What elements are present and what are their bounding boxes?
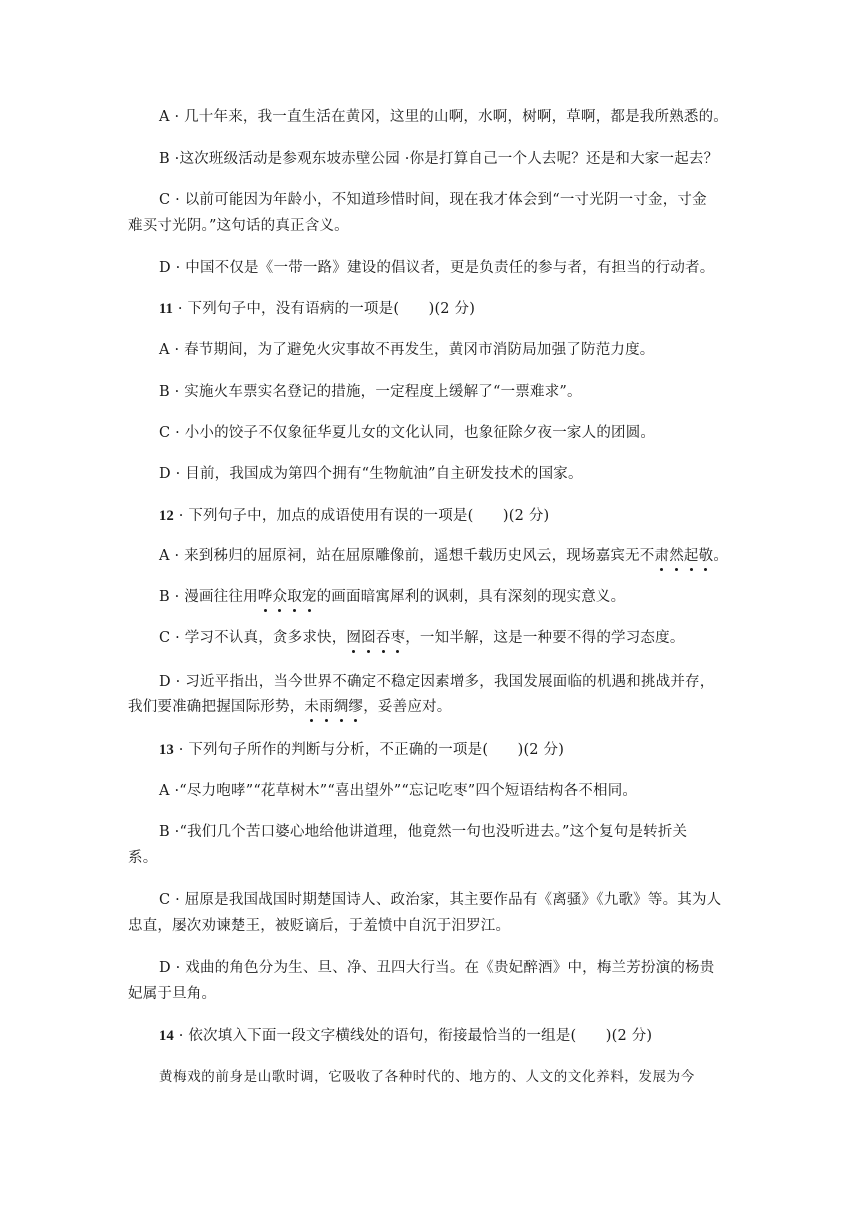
question-number: 12 [159,508,174,524]
dotted-char: 众 [272,589,288,605]
option-text: ，妥善应对。 [363,699,452,715]
dotted-char: 敬 [698,548,714,564]
reading-passage: 黄梅戏的前身是山歌时调，它吸收了各种时代的、地方的、人文的文化养料，发展为今 [159,1069,695,1085]
question-stem: · 下列句子所作的判断与分析，不正确的一项是( )(2 分) [173,742,565,758]
dotted-char: 起 [683,548,699,564]
dotted-char: 取 [287,589,302,605]
question-stem: · 下列句子中，加点的成语使用有误的一项是( )(2 分) [173,508,550,524]
option-text: 的画面暗寓犀利的讽刺，具有深刻的现实意义。 [316,589,626,605]
q12-option-d-continued [128,697,708,717]
q13-option-d-continued: 妃属于旦角。 [128,986,217,1002]
option-text: ，一知半解，这是一种要不得的学习态度。 [405,630,685,646]
question-number: 14 [159,1028,174,1044]
q11-option-a: A · 春节期间，为了避免火灾事故不再发生，黄冈市消防局加强了防范力度。 [159,342,655,358]
q11-option-d: D · 目前，我国成为第四个拥有“生物航油”自主研发技术的国家。 [159,466,583,482]
q12-option-d: D · 习近平指出，当今世界不确定不稳定因素增多，我国发展面临的机遇和挑战并存， [159,674,715,690]
option-a-text: A · 几十年来，我一直生活在黄冈，这里的山啊，水啊，树啊，草啊，都是我所熟悉的。 [159,109,728,125]
dotted-char: 肃 [654,548,670,564]
question-11 [159,299,739,319]
dotted-idiom [655,546,714,566]
question-stem: · 依次填入下面一段文字横线处的语句，衔接最恰当的一组是( )(2 分) [173,1028,653,1044]
question-14 [159,1026,739,1046]
dotted-char: 绸 [333,699,349,715]
option-b-text: B ·这次班级活动是参观东坡赤壁公园 ·你是打算自己一个人去呢？还是和大家一起去？ [159,151,719,167]
question-number: 13 [159,742,174,758]
dotted-idiom [304,697,363,717]
dotted-idiom [258,587,317,607]
dotted-char: 囫 [346,630,362,646]
dotted-char: 囵 [361,630,376,646]
question-number: 11 [159,301,174,317]
question-12 [159,506,739,526]
dotted-char: 哗 [257,589,273,605]
option-d-text: D · 中国不仅是《一带一路》建设的倡议者，更是负责任的参与者，有担当的行动者。 [159,260,715,276]
dotted-char: 雨 [319,699,334,715]
option-text: 我们要准确把握国际形势， [128,699,305,715]
q13-option-c: C · 屈原是我国战国时期楚国诗人、政治家，其主要作品有《离骚》《九歌》等。其为人 [159,892,722,908]
option-c-text-continued: 难买寸光阴。”这句话的真正含义。 [128,218,349,234]
q11-option-c: C · 小小的饺子不仅象征华夏儿女的文化认同，也象征除夕夜一家人的团圆。 [159,425,656,441]
q13-option-b: B ·“我们几个苦口婆心地给他讲道理，他竟然一句也没听进去。”这个复句是转折关 [159,824,688,840]
dotted-char: 然 [669,548,684,564]
dotted-char: 未 [304,699,320,715]
q13-option-a: A ·“尽力咆哮”“花草树木”“喜出望外”“忘记吃枣”四个短语结构各不相同。 [159,783,638,799]
dotted-char: 吞 [375,630,391,646]
q12-option-c [159,628,739,648]
option-text: 。 [713,548,729,564]
dotted-char: 宠 [301,589,317,605]
option-text: A · 来到秭归的屈原祠，站在屈原雕像前，遥想千载历史风云，现场嘉宾无不 [159,548,655,564]
q13-option-d: D · 戏曲的角色分为生、旦、净、丑四大行当。在《贵妃醉酒》中，梅兰芳扮演的杨贵 [159,960,715,976]
question-stem: · 下列句子中，没有语病的一项是( )(2 分) [173,301,476,317]
q12-option-a [159,546,739,566]
option-c-text: C · 以前可能因为年龄小，不知道珍惜时间，现在我才体会到“一寸光阴一寸金，寸金 [159,192,707,208]
dotted-char: 枣 [390,630,406,646]
q12-option-b [159,587,739,607]
dotted-char: 缪 [348,699,364,715]
q11-option-b: B · 实施火车票实名登记的措施，一定程度上缓解了“一票难求”。 [159,384,582,400]
q13-option-b-continued: 系。 [128,850,158,866]
question-13 [159,740,739,760]
q13-option-c-continued: 忠直，屡次劝谏楚王，被贬谪后，于羞愤中自沉于汨罗江。 [128,918,511,934]
dotted-idiom [346,628,405,648]
option-text: C · 学习不认真，贪多求快， [159,630,347,646]
option-text: B · 漫画往往用 [159,589,258,605]
